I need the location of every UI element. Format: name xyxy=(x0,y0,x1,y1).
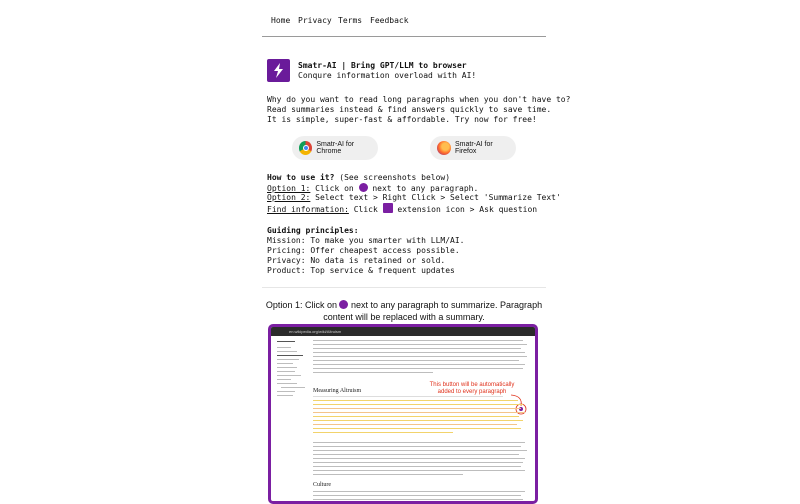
howto-heading-row xyxy=(267,173,450,183)
chrome-extension-button[interactable] xyxy=(292,136,378,160)
chrome-icon xyxy=(299,141,312,155)
brand-title: Smatr-AI | Bring GPT/LLM to browser xyxy=(298,61,467,70)
option-1-text-post: next to any paragraph. xyxy=(367,184,479,193)
browser-address-bar xyxy=(271,327,535,336)
browser-url: en.wikipedia.org/wiki/Altruism xyxy=(289,329,342,334)
wiki-article xyxy=(313,340,531,504)
howto-option-2 xyxy=(267,193,561,203)
principle-privacy: Privacy: No data is retained or sold. xyxy=(267,256,446,265)
screenshot-caption-line-1 xyxy=(262,299,546,311)
brand-tagline: Conqure information overload with AI! xyxy=(298,71,477,80)
screenshot-caption-line-2: content will be replaced with a summary. xyxy=(323,312,485,322)
intro-line-3: It is simple, super-fast & affordable. Try now for free! xyxy=(267,115,537,124)
firefox-extension-button[interactable] xyxy=(430,136,516,160)
wiki-section-heading-2: Culture xyxy=(313,482,331,488)
intro-line-2: Read summaries instead & find answers quickly to save time. xyxy=(267,105,552,114)
caption-text-post: next to any paragraph to summarize. Paragraph xyxy=(348,300,543,310)
principle-product: Product: Top service & frequent updates xyxy=(267,266,455,275)
firefox-button-label: Smatr-AI for Firefox xyxy=(454,141,493,155)
option-1-label: Option 1: xyxy=(267,184,311,193)
extension-icon xyxy=(383,203,393,213)
option-2-text: Select text > Right Click > Select 'Summarize Text' xyxy=(310,193,561,202)
nav-terms-link[interactable]: Terms xyxy=(338,16,363,25)
nav-feedback-link[interactable]: Feedback xyxy=(370,16,409,25)
find-info-text-pre: Click xyxy=(348,205,383,214)
howto-find-info xyxy=(267,203,537,215)
option-2-label: Option 2: xyxy=(267,193,311,202)
caption-text-pre: Option 1: Click on xyxy=(265,300,340,310)
option-1-text-pre: Click on xyxy=(310,184,359,193)
firefox-icon xyxy=(437,141,451,155)
section-divider xyxy=(262,287,546,288)
summarize-bolt-icon xyxy=(359,183,368,192)
wiki-section-heading: Measuring Altruism xyxy=(313,388,362,394)
annotation-note: This button will be automatically added to every paragraph xyxy=(429,382,515,395)
find-info-text-post: extension icon > Ask question xyxy=(392,205,538,214)
chrome-button-label: Smatr-AI for Chrome xyxy=(316,141,355,155)
howto-heading-note: (See screenshots below) xyxy=(334,173,451,182)
top-nav xyxy=(262,0,546,37)
example-screenshot xyxy=(268,324,538,504)
find-info-label: Find information: xyxy=(267,205,349,214)
logo-icon xyxy=(267,59,290,82)
nav-home-link[interactable]: Home xyxy=(271,16,291,25)
principle-pricing: Pricing: Offer cheapest access possible. xyxy=(267,246,460,255)
principles-heading: Guiding principles: xyxy=(267,226,359,235)
nav-privacy-link[interactable]: Privacy xyxy=(298,16,332,25)
intro-line-1: Why do you want to read long paragraphs when you don't have to? xyxy=(267,95,571,104)
principle-mission: Mission: To make you smarter with LLM/AI. xyxy=(267,236,465,245)
howto-heading: How to use it? xyxy=(267,173,335,182)
